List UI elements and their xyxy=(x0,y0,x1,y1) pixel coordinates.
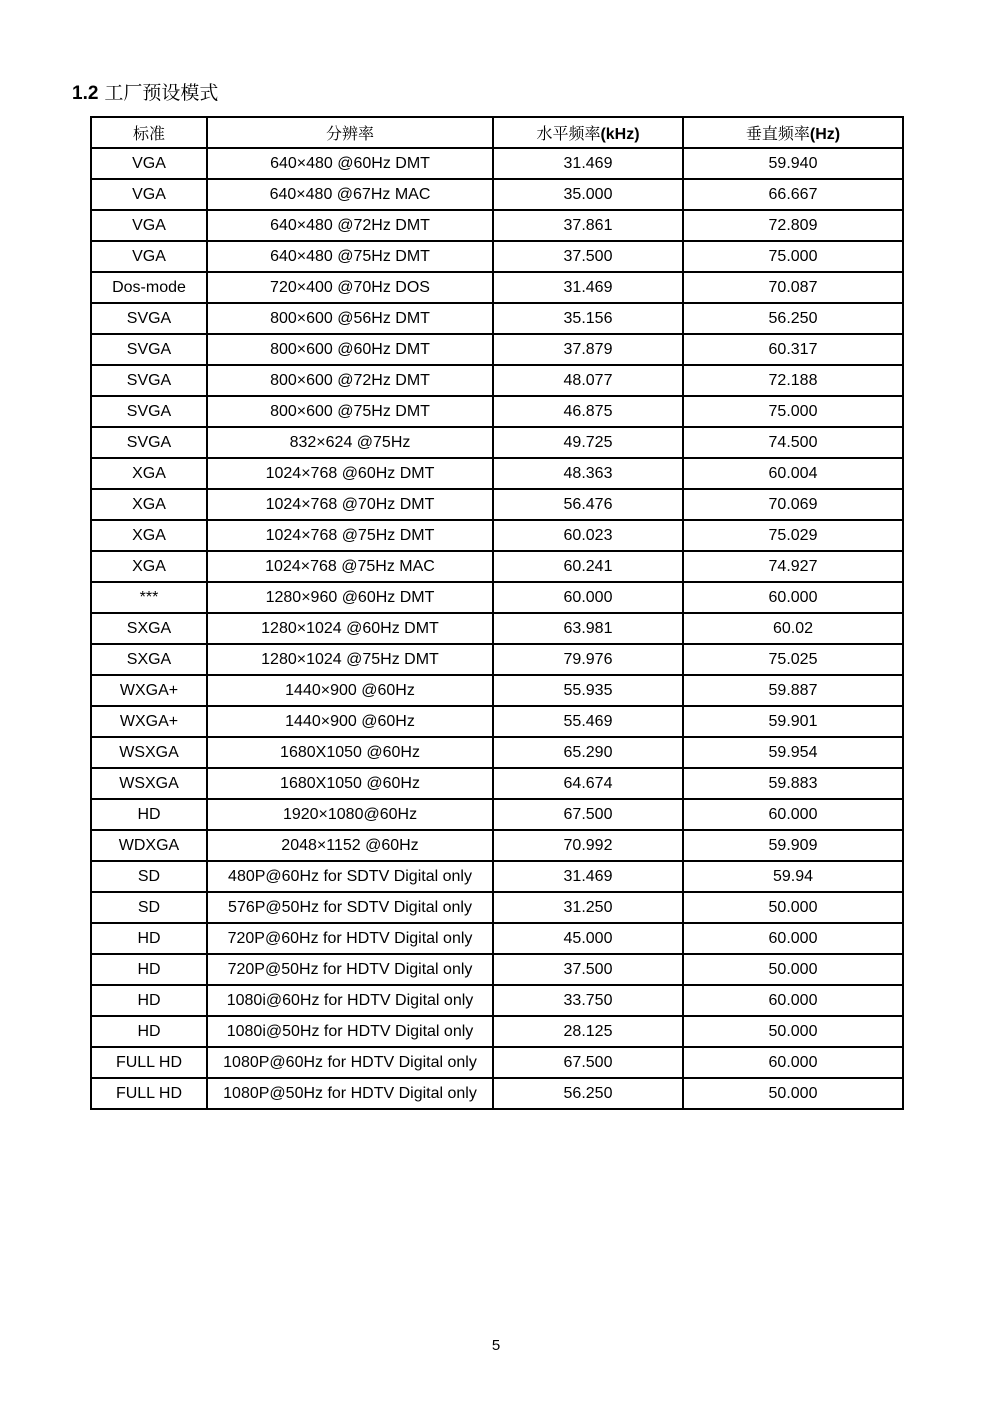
cell-standard: VGA xyxy=(91,210,207,241)
cell-horizontal-frequency: 37.861 xyxy=(493,210,683,241)
cell-resolution: 832×624 @75Hz xyxy=(207,427,493,458)
cell-standard: WSXGA xyxy=(91,768,207,799)
cell-standard: *** xyxy=(91,582,207,613)
cell-vertical-frequency: 75.000 xyxy=(683,241,903,272)
cell-horizontal-frequency: 35.156 xyxy=(493,303,683,334)
table-row xyxy=(91,954,903,985)
cell-vertical-frequency: 60.000 xyxy=(683,985,903,1016)
cell-standard: HD xyxy=(91,985,207,1016)
cell-horizontal-frequency: 33.750 xyxy=(493,985,683,1016)
cell-resolution: 1680X1050 @60Hz xyxy=(207,768,493,799)
cell-resolution: 720P@50Hz for HDTV Digital only xyxy=(207,954,493,985)
table-row xyxy=(91,644,903,675)
cell-standard: SD xyxy=(91,892,207,923)
cell-vertical-frequency: 72.809 xyxy=(683,210,903,241)
cell-horizontal-frequency: 35.000 xyxy=(493,179,683,210)
cell-resolution: 800×600 @56Hz DMT xyxy=(207,303,493,334)
cell-standard: HD xyxy=(91,799,207,830)
cell-horizontal-frequency: 55.935 xyxy=(493,675,683,706)
cell-vertical-frequency: 66.667 xyxy=(683,179,903,210)
header-standard: 标准 xyxy=(91,117,207,148)
cell-resolution: 640×480 @72Hz DMT xyxy=(207,210,493,241)
cell-horizontal-frequency: 46.875 xyxy=(493,396,683,427)
cell-standard: SXGA xyxy=(91,613,207,644)
cell-horizontal-frequency: 79.976 xyxy=(493,644,683,675)
section-number: 1.2 xyxy=(72,83,99,104)
cell-vertical-frequency: 60.000 xyxy=(683,1047,903,1078)
cell-standard: SVGA xyxy=(91,334,207,365)
cell-vertical-frequency: 60.02 xyxy=(683,613,903,644)
cell-horizontal-frequency: 37.500 xyxy=(493,241,683,272)
cell-resolution: 800×600 @60Hz DMT xyxy=(207,334,493,365)
cell-vertical-frequency: 59.940 xyxy=(683,148,903,179)
cell-vertical-frequency: 70.087 xyxy=(683,272,903,303)
cell-vertical-frequency: 60.000 xyxy=(683,923,903,954)
cell-standard: Dos-mode xyxy=(91,272,207,303)
cell-resolution: 720×400 @70Hz DOS xyxy=(207,272,493,303)
table-row xyxy=(91,1047,903,1078)
cell-resolution: 1080i@50Hz for HDTV Digital only xyxy=(207,1016,493,1047)
table-row xyxy=(91,303,903,334)
cell-horizontal-frequency: 70.992 xyxy=(493,830,683,861)
cell-horizontal-frequency: 31.469 xyxy=(493,861,683,892)
table-row xyxy=(91,613,903,644)
cell-resolution: 1440×900 @60Hz xyxy=(207,706,493,737)
cell-resolution: 1280×960 @60Hz DMT xyxy=(207,582,493,613)
page-number: 5 xyxy=(491,1337,501,1354)
cell-standard: XGA xyxy=(91,458,207,489)
cell-horizontal-frequency: 55.469 xyxy=(493,706,683,737)
cell-horizontal-frequency: 48.363 xyxy=(493,458,683,489)
cell-horizontal-frequency: 31.469 xyxy=(493,272,683,303)
table-row xyxy=(91,706,903,737)
cell-resolution: 1080P@60Hz for HDTV Digital only xyxy=(207,1047,493,1078)
cell-standard: FULL HD xyxy=(91,1078,207,1109)
table-row xyxy=(91,489,903,520)
cell-vertical-frequency: 59.883 xyxy=(683,768,903,799)
cell-standard: WXGA+ xyxy=(91,706,207,737)
table-row xyxy=(91,427,903,458)
header-resolution: 分辨率 xyxy=(207,117,493,148)
cell-vertical-frequency: 59.954 xyxy=(683,737,903,768)
cell-resolution: 1080i@60Hz for HDTV Digital only xyxy=(207,985,493,1016)
cell-resolution: 640×480 @67Hz MAC xyxy=(207,179,493,210)
cell-vertical-frequency: 75.000 xyxy=(683,396,903,427)
cell-resolution: 1024×768 @75Hz MAC xyxy=(207,551,493,582)
cell-vertical-frequency: 60.000 xyxy=(683,582,903,613)
table-row xyxy=(91,892,903,923)
table-row xyxy=(91,830,903,861)
section-title: 工厂预设模式 xyxy=(104,83,219,104)
table-row xyxy=(91,582,903,613)
cell-resolution: 2048×1152 @60Hz xyxy=(207,830,493,861)
cell-standard: HD xyxy=(91,1016,207,1047)
table-row xyxy=(91,241,903,272)
cell-standard: SVGA xyxy=(91,396,207,427)
cell-vertical-frequency: 60.317 xyxy=(683,334,903,365)
cell-horizontal-frequency: 60.000 xyxy=(493,582,683,613)
cell-vertical-frequency: 60.004 xyxy=(683,458,903,489)
cell-vertical-frequency: 59.887 xyxy=(683,675,903,706)
cell-vertical-frequency: 72.188 xyxy=(683,365,903,396)
cell-horizontal-frequency: 60.241 xyxy=(493,551,683,582)
table-row xyxy=(91,1078,903,1109)
cell-standard: VGA xyxy=(91,179,207,210)
cell-vertical-frequency: 75.029 xyxy=(683,520,903,551)
cell-horizontal-frequency: 49.725 xyxy=(493,427,683,458)
table-row xyxy=(91,396,903,427)
cell-horizontal-frequency: 31.469 xyxy=(493,148,683,179)
cell-horizontal-frequency: 67.500 xyxy=(493,1047,683,1078)
section-heading xyxy=(72,82,218,106)
cell-resolution: 480P@60Hz for SDTV Digital only xyxy=(207,861,493,892)
cell-horizontal-frequency: 48.077 xyxy=(493,365,683,396)
table-row xyxy=(91,861,903,892)
cell-vertical-frequency: 59.94 xyxy=(683,861,903,892)
cell-resolution: 1280×1024 @60Hz DMT xyxy=(207,613,493,644)
cell-vertical-frequency: 74.500 xyxy=(683,427,903,458)
table-row xyxy=(91,551,903,582)
table-row xyxy=(91,985,903,1016)
cell-horizontal-frequency: 64.674 xyxy=(493,768,683,799)
cell-horizontal-frequency: 65.290 xyxy=(493,737,683,768)
cell-standard: SVGA xyxy=(91,303,207,334)
cell-standard: XGA xyxy=(91,520,207,551)
table-row xyxy=(91,179,903,210)
cell-horizontal-frequency: 56.476 xyxy=(493,489,683,520)
cell-resolution: 1440×900 @60Hz xyxy=(207,675,493,706)
cell-vertical-frequency: 50.000 xyxy=(683,1016,903,1047)
cell-standard: WXGA+ xyxy=(91,675,207,706)
header-unit-khz: (kHz) xyxy=(600,126,640,143)
table-row xyxy=(91,768,903,799)
preset-modes-table xyxy=(90,116,904,1110)
cell-standard: FULL HD xyxy=(91,1047,207,1078)
cell-horizontal-frequency: 31.250 xyxy=(493,892,683,923)
table-row xyxy=(91,458,903,489)
cell-resolution: 1024×768 @60Hz DMT xyxy=(207,458,493,489)
cell-standard: SVGA xyxy=(91,427,207,458)
cell-resolution: 640×480 @60Hz DMT xyxy=(207,148,493,179)
cell-standard: HD xyxy=(91,923,207,954)
cell-vertical-frequency: 50.000 xyxy=(683,954,903,985)
table-header-row xyxy=(91,117,903,148)
cell-standard: XGA xyxy=(91,489,207,520)
cell-resolution: 640×480 @75Hz DMT xyxy=(207,241,493,272)
cell-vertical-frequency: 59.901 xyxy=(683,706,903,737)
cell-vertical-frequency: 59.909 xyxy=(683,830,903,861)
table-row xyxy=(91,1016,903,1047)
table-row xyxy=(91,737,903,768)
cell-resolution: 576P@50Hz for SDTV Digital only xyxy=(207,892,493,923)
table-row xyxy=(91,148,903,179)
table-row xyxy=(91,210,903,241)
header-vertical-frequency: 垂直频率(Hz) xyxy=(683,117,903,148)
cell-standard: XGA xyxy=(91,551,207,582)
cell-vertical-frequency: 70.069 xyxy=(683,489,903,520)
cell-horizontal-frequency: 67.500 xyxy=(493,799,683,830)
header-unit-hz: (Hz) xyxy=(809,126,841,143)
cell-horizontal-frequency: 60.023 xyxy=(493,520,683,551)
cell-horizontal-frequency: 56.250 xyxy=(493,1078,683,1109)
cell-standard: HD xyxy=(91,954,207,985)
cell-vertical-frequency: 50.000 xyxy=(683,1078,903,1109)
table-row xyxy=(91,365,903,396)
cell-horizontal-frequency: 37.879 xyxy=(493,334,683,365)
cell-standard: WSXGA xyxy=(91,737,207,768)
cell-horizontal-frequency: 37.500 xyxy=(493,954,683,985)
cell-horizontal-frequency: 63.981 xyxy=(493,613,683,644)
table-row xyxy=(91,334,903,365)
cell-resolution: 1680X1050 @60Hz xyxy=(207,737,493,768)
cell-resolution: 1024×768 @75Hz DMT xyxy=(207,520,493,551)
table-row xyxy=(91,272,903,303)
cell-vertical-frequency: 60.000 xyxy=(683,799,903,830)
cell-standard: VGA xyxy=(91,148,207,179)
table-row xyxy=(91,799,903,830)
cell-standard: WDXGA xyxy=(91,830,207,861)
cell-resolution: 800×600 @72Hz DMT xyxy=(207,365,493,396)
cell-resolution: 720P@60Hz for HDTV Digital only xyxy=(207,923,493,954)
table-row xyxy=(91,675,903,706)
table-row xyxy=(91,520,903,551)
cell-standard: SVGA xyxy=(91,365,207,396)
cell-vertical-frequency: 74.927 xyxy=(683,551,903,582)
cell-vertical-frequency: 75.025 xyxy=(683,644,903,675)
cell-resolution: 1024×768 @70Hz DMT xyxy=(207,489,493,520)
cell-standard: VGA xyxy=(91,241,207,272)
cell-resolution: 1920×1080@60Hz xyxy=(207,799,493,830)
table-row xyxy=(91,923,903,954)
cell-standard: SD xyxy=(91,861,207,892)
cell-vertical-frequency: 50.000 xyxy=(683,892,903,923)
cell-resolution: 1080P@50Hz for HDTV Digital only xyxy=(207,1078,493,1109)
table-body xyxy=(91,148,903,1109)
cell-horizontal-frequency: 28.125 xyxy=(493,1016,683,1047)
header-horizontal-frequency: 水平频率(kHz) xyxy=(493,117,683,148)
cell-vertical-frequency: 56.250 xyxy=(683,303,903,334)
cell-resolution: 1280×1024 @75Hz DMT xyxy=(207,644,493,675)
cell-resolution: 800×600 @75Hz DMT xyxy=(207,396,493,427)
cell-standard: SXGA xyxy=(91,644,207,675)
cell-horizontal-frequency: 45.000 xyxy=(493,923,683,954)
